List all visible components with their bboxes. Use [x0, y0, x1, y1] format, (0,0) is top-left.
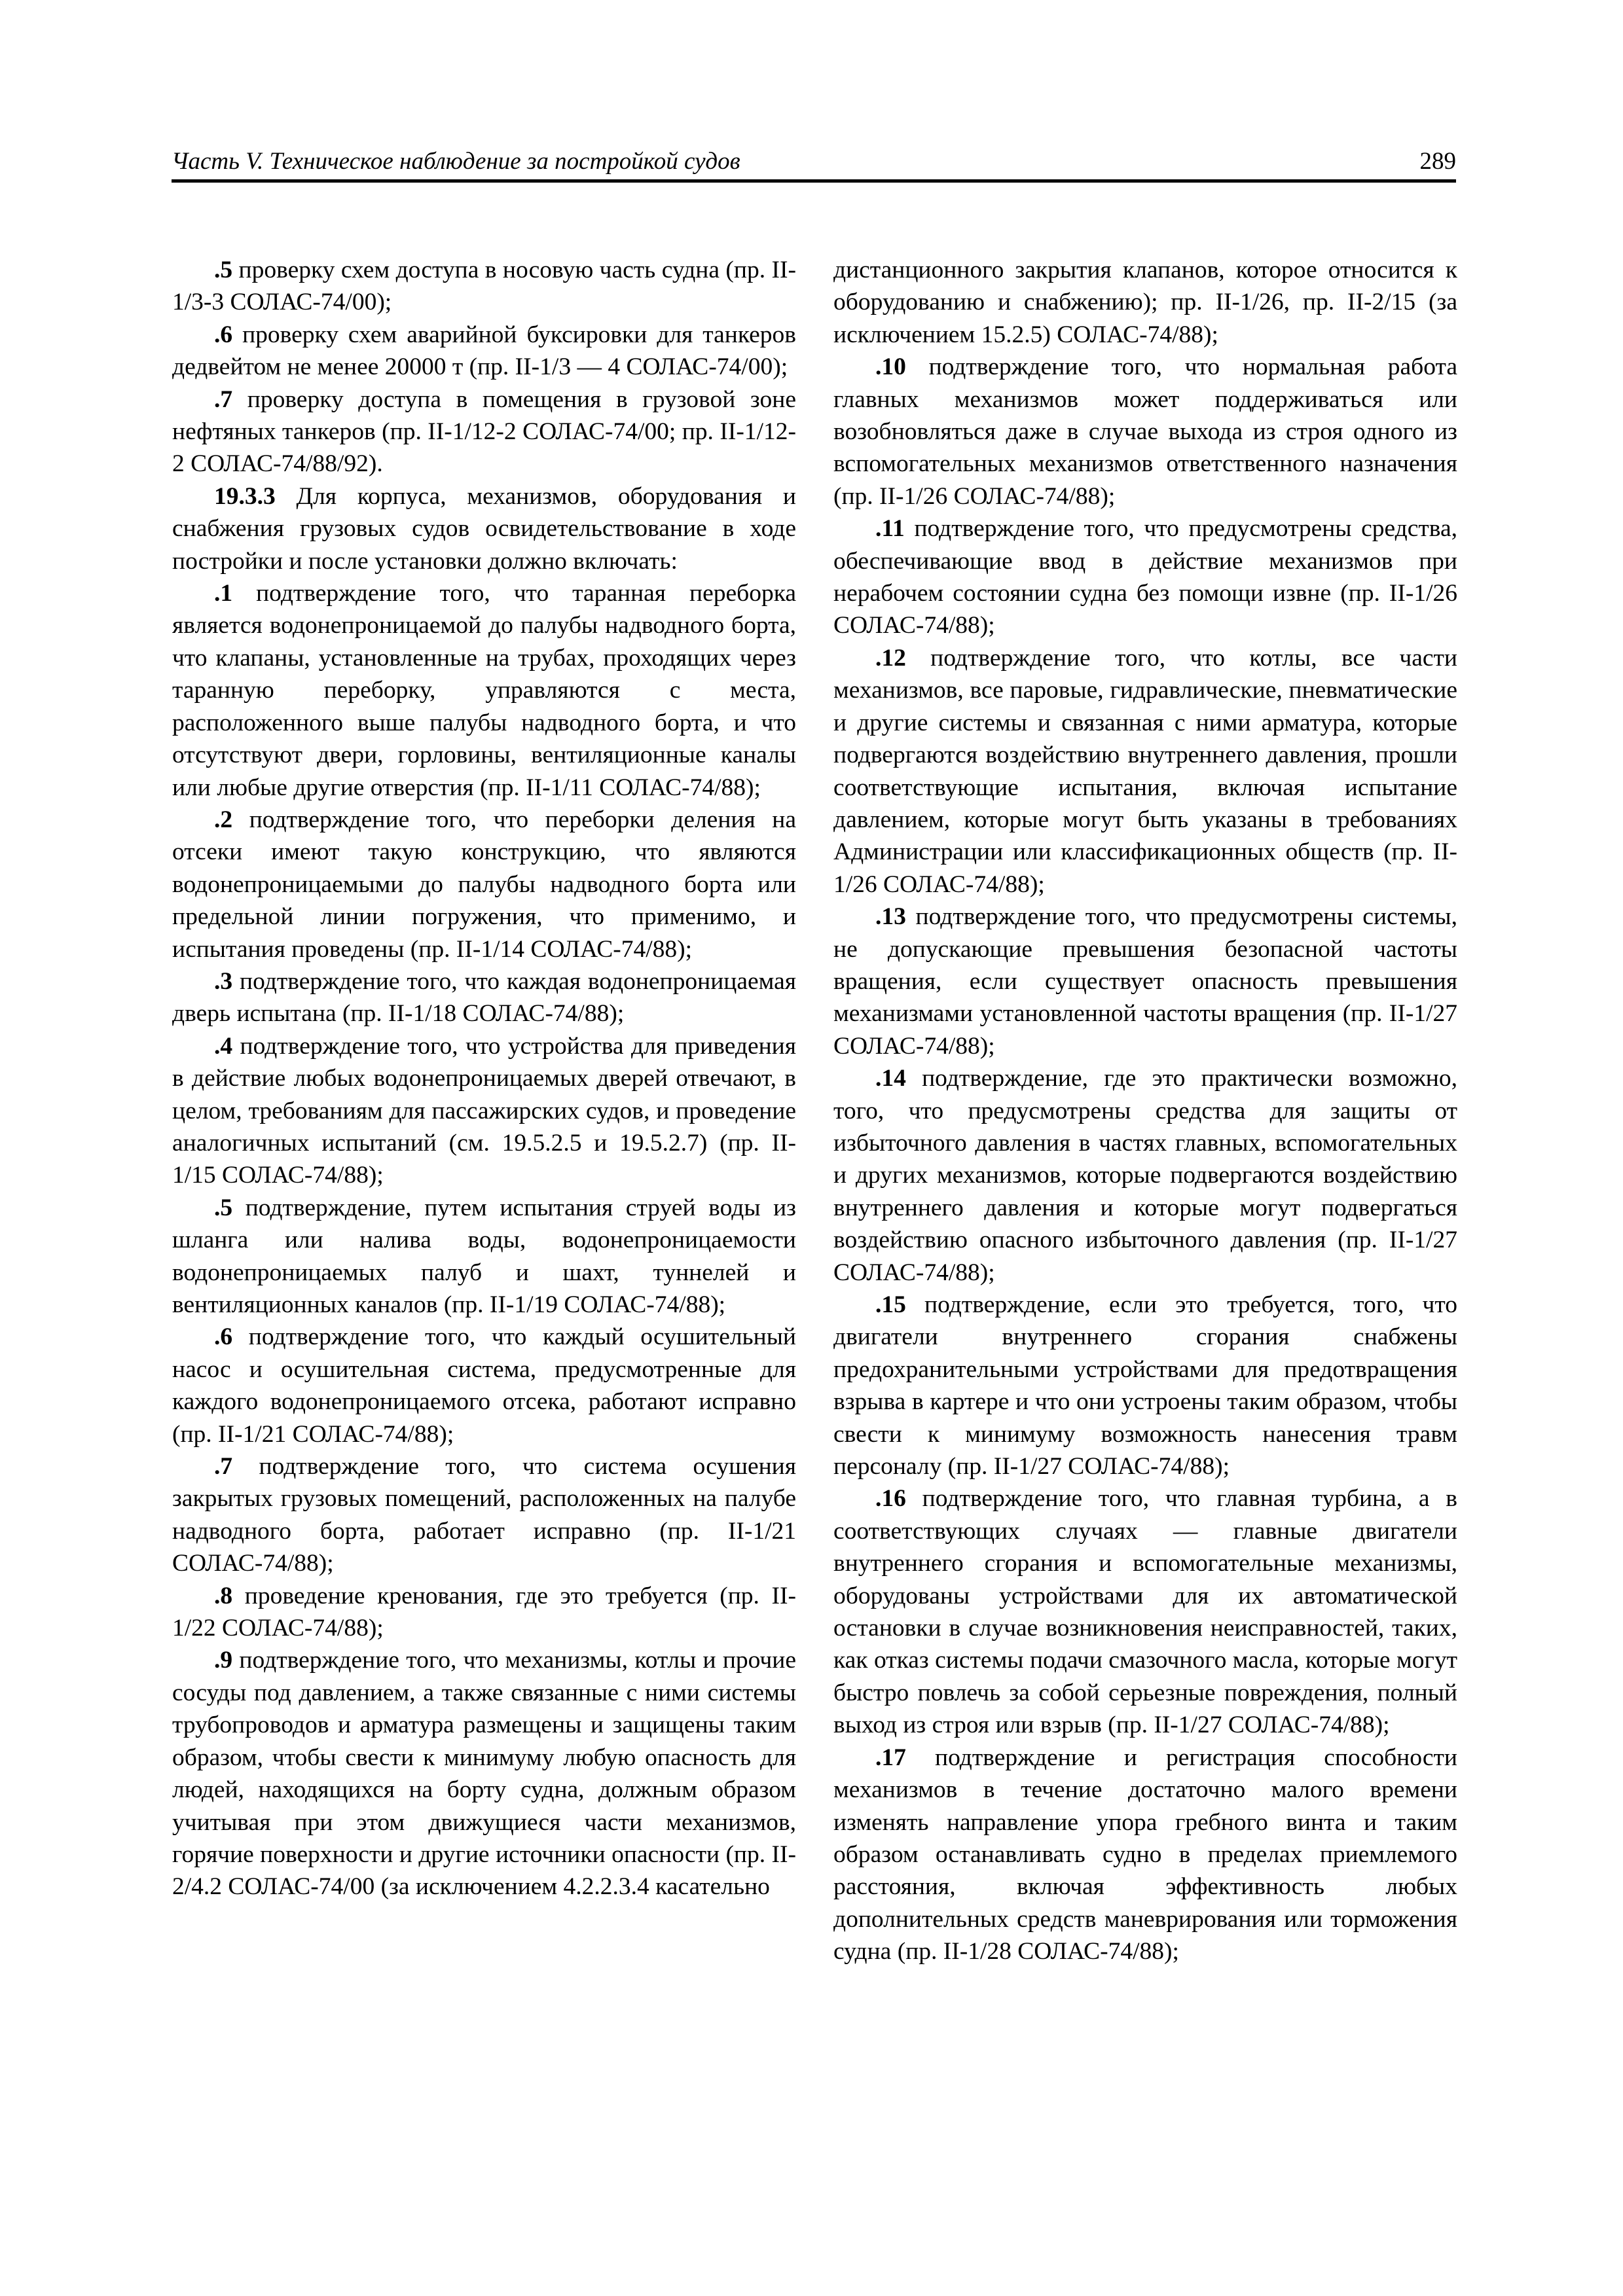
item-number: .17: [875, 1744, 906, 1771]
item-number: .11: [875, 515, 905, 543]
paragraph: [172, 1321, 796, 1450]
left-column: [172, 254, 796, 1903]
paragraph: [172, 384, 796, 480]
paragraph: [833, 351, 1457, 512]
item-number: .14: [875, 1065, 906, 1092]
page-number: 289: [1419, 148, 1456, 175]
paragraph: [833, 1062, 1457, 1289]
paragraph: [833, 512, 1457, 642]
paragraph: [172, 965, 796, 1030]
item-text: проведение кренования, где это требуется (пр. II-1/22 СОЛАС-74/88);: [172, 1582, 796, 1642]
item-number: .2: [214, 806, 233, 833]
item-number: .8: [214, 1582, 233, 1609]
item-text: подтверждение, где это практически возможно, того, что предусмотрены средства для защиты от избыточного давления в частях главных, вспомогательных и других механизмов, которые подвергаются воздействию внутреннего давления и которые могут подвергаться воздействию опасного избыточного давления (пр. II-1/27 СОЛАС-74/88);: [833, 1065, 1457, 1286]
item-text: подтверждение того, что каждый осушительный насос и осушительная система, предусмотренные для каждого водонепроницаемого отсека, работают исправно (пр. II-1/21 СОЛАС-74/88);: [172, 1323, 796, 1448]
running-header: [172, 145, 1456, 183]
item-text: подтверждение того, что предусмотрены средства, обеспечивающие ввод в действие механизмов при нерабочем состоянии судна без помощи извне (пр. II-1/26 СОЛАС-74/88);: [833, 515, 1457, 639]
paragraph: [833, 642, 1457, 901]
item-text: Для корпуса, механизмов, оборудования и снабжения грузовых судов освидетельствование в ходе постройки и после установки должно включать:: [172, 482, 796, 575]
paragraph: [172, 1030, 796, 1192]
item-text: проверку доступа в помещения в грузовой зоне нефтяных танкеров (пр. II-1/12-2 СОЛАС-74/00; пр. II-1/12-2 СОЛАС-74/88/92).: [172, 386, 796, 478]
item-text: подтверждение и регистрация способности механизмов в течение достаточно малого времени изменять направление упора гребного винта и таким образом останавливать судно в пределах приемлемого расстояния, включая эффективность любых дополнительных средств маневрирования или торможения судна (пр. II-1/28 СОЛАС-74/88);: [833, 1744, 1457, 1965]
item-number: .5: [214, 1194, 233, 1221]
paragraph: [172, 319, 796, 384]
paragraph: [172, 480, 796, 577]
paragraph: [172, 1580, 796, 1645]
item-text: подтверждение, путем испытания струей воды из шланга или налива воды, водонепроницаемости водонепроницаемых палуб и шахт, туннелей и вентиляционных каналов (пр. II-1/19 СОЛАС-74/88);: [172, 1194, 796, 1318]
item-text: подтверждение того, что главная турбина, а в соответствующих случаях — главные двигатели внутреннего сгорания и вспомогательные механизмы, оборудованы устройствами для их автоматической остановки в случае возникновения неисправностей, таких, как отказ системы подачи смазочного масла, которые могут быстро повлечь за собой серьезные повреждения, полный выход из строя или взрыв (пр. II-1/27 СОЛАС-74/88);: [833, 1485, 1457, 1739]
section-number: 19.3.3: [214, 482, 276, 510]
paragraph: [172, 1450, 796, 1580]
item-text: подтверждение того, что таранная переборка является водонепроницаемой до палубы надводного борта, что клапаны, установленные на трубах, проходящих через таранную переборку, управляются с места, расположенного выше палубы надводного борта, и что отсутствуют двери, горловины, вентиляционные каналы или любые другие отверстия (пр. II-1/11 СОЛАС-74/88);: [172, 580, 796, 801]
item-number: .16: [875, 1485, 906, 1513]
item-text: подтверждение того, что переборки деления на отсеки имеют такую конструкцию, что являются водонепроницаемыми до палубы надводного борта или предельной линии погружения, что применимо, и испытания проведены (пр. II-1/14 СОЛАС-74/88);: [172, 806, 796, 963]
item-text: подтверждение того, что механизмы, котлы и прочие сосуды под давлением, а также связанные с ними системы трубопроводов и арматура размещены и защищены таким образом, чтобы свести к минимуму любую опасность для людей, находящихся на борту судна, должным образом учитывая при этом движущиеся части механизмов, горячие поверхности и другие источники опасности (пр. II-2/4.2 СОЛАС-74/00 (за исключением 4.2.2.3.4 касательно: [172, 1647, 796, 1901]
item-number: .6: [214, 1323, 233, 1351]
paragraph: [833, 1742, 1457, 1968]
item-text: подтверждение того, что устройства для приведения в действие любых водонепроницаемых дверей отвечают, в целом, требованиям для пассажирских судов, и проведение аналогичных испытаний (см. 19.5.2.5 и 19.5.2.7) (пр. II-1/15 СОЛАС-74/88);: [172, 1032, 796, 1189]
paragraph: [172, 1644, 796, 1903]
header-title: Часть V. Техническое наблюдение за постройкой судов: [172, 148, 740, 175]
paragraph: [172, 577, 796, 804]
item-number: .7: [214, 386, 233, 413]
item-number: .12: [875, 644, 906, 672]
paragraph: [172, 254, 796, 319]
item-text: подтверждение того, что каждая водонепроницаемая дверь испытана (пр. II-1/18 СОЛАС-74/88);: [172, 967, 796, 1028]
item-number: .15: [875, 1291, 906, 1318]
paragraph: [833, 901, 1457, 1062]
paragraph: [833, 1482, 1457, 1741]
item-number: .5: [214, 257, 233, 283]
item-number: .6: [214, 321, 233, 348]
paragraph: [833, 1289, 1457, 1482]
paragraph: [172, 804, 796, 965]
item-number: .9: [214, 1647, 233, 1674]
item-text: подтверждение того, что система осушения закрытых грузовых помещений, расположенных на палубе надводного борта, работает исправно (пр. II-1/21 СОЛАС-74/88);: [172, 1453, 796, 1577]
item-number: .4: [214, 1032, 233, 1060]
item-text: проверку схем доступа в носовую часть судна (пр. II-1/3-3 СОЛАС-74/00);: [172, 257, 796, 316]
item-text: подтверждение того, что нормальная работа главных механизмов может поддерживаться или возобновляться даже в случае выхода из строя одного из вспомогательных механизмов ответственного назначения (пр. II-1/26 СОЛАС-74/88);: [833, 353, 1457, 510]
item-text: подтверждение того, что предусмотрены системы, не допускающие превышения безопасной частоты вращения, если существует опасность превышения механизмами установленной частоты вращения (пр. II-1/27 СОЛАС-74/88);: [833, 903, 1457, 1060]
item-number: .7: [214, 1453, 233, 1480]
item-text: проверку схем аварийной буксировки для танкеров дедвейтом не менее 20000 т (пр. II-1/3 — 4 СОЛАС-74/00);: [172, 321, 796, 381]
item-text: подтверждение того, что котлы, все части механизмов, все паровые, гидравлические, пневматические и другие системы и связанная с ними арматура, которые подвергаются воздействию внутреннего давления, прошли соответствующие испытания, включая испытание давлением, которые могут быть указаны в требованиях Администрации или классификационных обществ (пр. II-1/26 СОЛАС-74/88);: [833, 644, 1457, 898]
item-number: .1: [214, 580, 233, 607]
right-column: [833, 254, 1457, 1968]
item-number: .10: [875, 353, 906, 381]
paragraph: [172, 1192, 796, 1321]
item-number: .13: [875, 903, 906, 931]
item-number: .3: [214, 967, 233, 995]
paragraph-continuation: дистанционного закрытия клапанов, которое относится к оборудованию и снабжению); пр. II-1/26, пр. II-2/15 (за исключением 15.2.5) СОЛАС-74/88);: [833, 257, 1457, 348]
item-text: подтверждение, если это требуется, того, что двигатели внутреннего сгорания снабжены предохранительными устройствами для предотвращения взрыва в картере и что они устроены таким образом, чтобы свести к минимуму возможность нанесения травм персоналу (пр. II-1/27 СОЛАС-74/88);: [833, 1291, 1457, 1480]
